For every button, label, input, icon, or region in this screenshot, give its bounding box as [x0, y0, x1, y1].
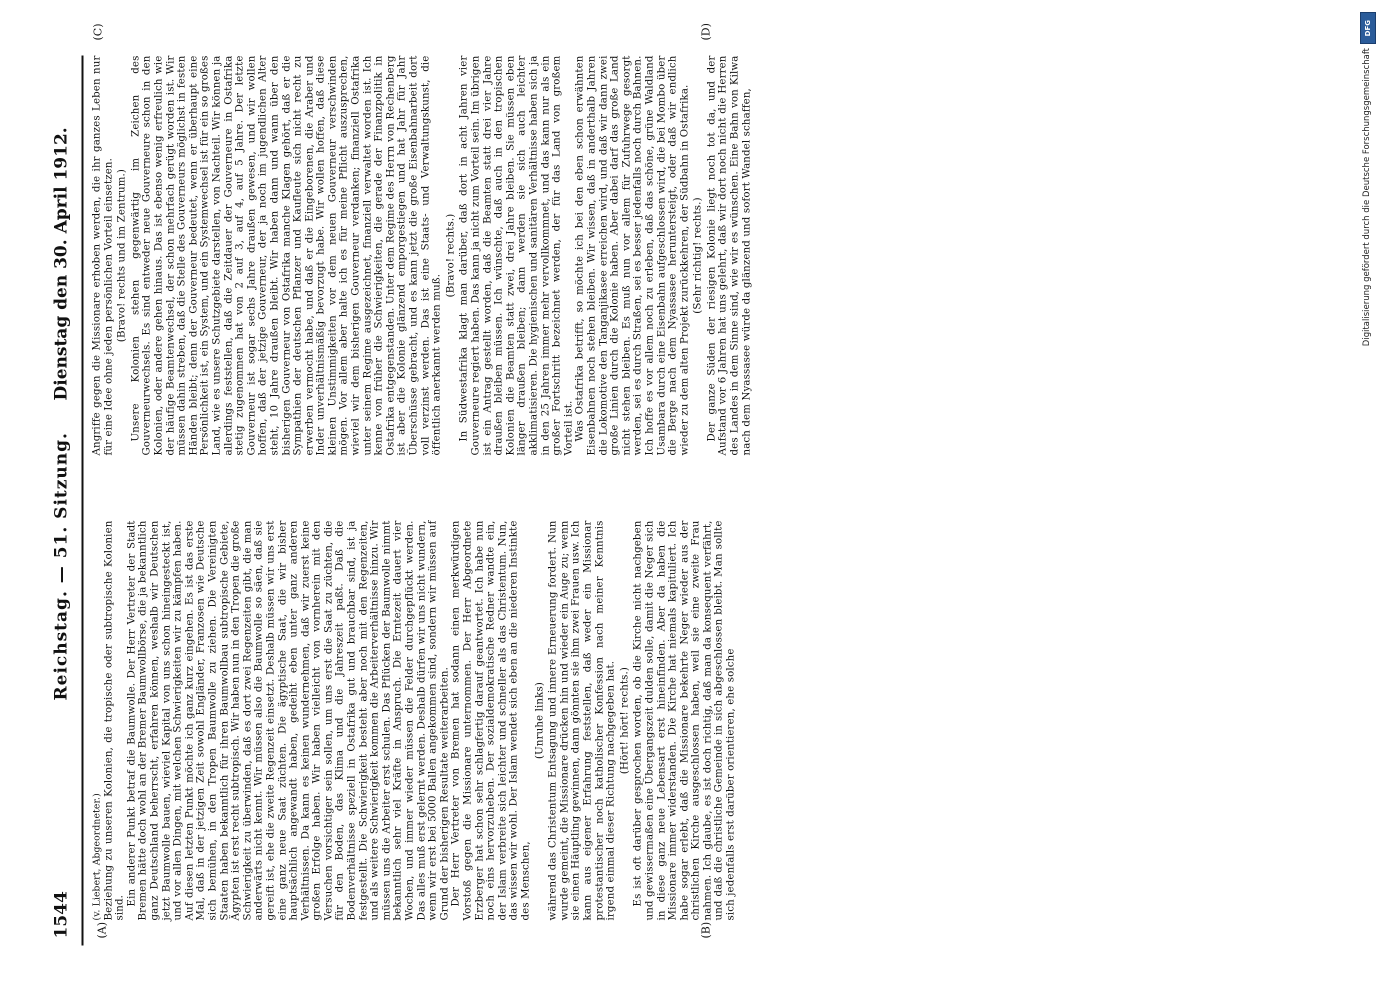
interjection: (Bravo! rechts und im Zentrum.): [116, 168, 128, 343]
left-column: [92, 521, 738, 921]
interjection: (Unruhe links): [534, 682, 546, 759]
paragraph: Angriffe gegen die Missionare erhoben werden, die ihr ganzes Leben nur für eine Idee ohne jeden persönlichen Vorteil einsetzen.: [91, 55, 115, 456]
margin-marker-d: (D): [699, 23, 713, 41]
speaker-label: (v. Liebert, Abgeordneter.): [91, 793, 103, 921]
paragraph: Was Ostafrika betrifft, so möchte ich bei den eben schon erwähnten Eisenbahnen noch stehen bleiben. Wir wissen, daß in anderthalb Jahren die Lokomotive den Tanganjikasee erreichen wird, und daß wir dann zwei große Linien durch die Kolonie haben. Aber dabei darf das große Land nicht stehen bleiben. Es muß nun vor allem für Zufuhrwege gesorgt werden, sei es durch Straßen, sei es besser jedenfalls noch durch Bahnen. Ich hoffe es vor allem noch zu erleben, daß das schöne, grüne Waldland Usambara durch eine Eisenbahn aufgeschlossen wird, die bei Mombo über die Berge nach dem Nyassasee heruntersteigt, oder daß wir endlich wieder zu dem alten Projekt zurückkehren, der Südbahn in Ostafrika.: [574, 55, 691, 456]
paragraph: Beziehung zu unseren Kolonien, die tropische oder subtropische Kolonien sind.: [103, 520, 126, 921]
date-header: Dienstag den 30. April 1912.: [51, 127, 72, 401]
paragraph: Der ganze Süden der riesigen Kolonie liegt noch tot da, und der Aufstand vor 6 Jahren hat uns gelehrt, daß wir dort noch nicht die Herren des Landes in dem Sinne sind, wie wir es wünschen. Eine Bahn von Kilwa nach dem Nyassasee würde da glänzend und sofort Wandel schaffen,: [706, 55, 753, 456]
interjection: (Bravo! rechts.): [445, 213, 457, 298]
margin-marker-b: (B): [699, 921, 713, 939]
paragraph: Unsere Kolonien stehen gegenwärtig im Zeichen des Gouverneurwechsels. Es sind entweder neue Gouverneure schon in den Kolonien, oder andere gehen hinaus. Das ist ebenso wenig erfreulich wie der häufige Beamtenwechsel, der schon mehrfach gerügt worden ist. Wir müssen dahin streben, daß die Stelle des Gouverneurs möglichst in festen Händen bleibt; denn der Gouverneur bedeutet, wenn er überhaupt eine Persönlichkeit ist, ein System, und ein Systemwechsel ist für ein so großes Land, wie es unsere Schutzgebiete darstellen, von Nachteil. Wir können ja allerdings feststellen, daß die Zeitdauer der Gouverneure in Ostafrika stetig zugenommen hat von 2 auf 3, auf 4, auf 5 Jahre. Der letzte Gouverneur ist sogar sechs Jahre draußen gewesen, und wir wollen hoffen, daß der jetzige Gouverneur, der ja noch im jugendlichen Alter steht, 10 Jahre draußen bleibt. Wir haben dann und wann über den bisherigen Gouverneur von Ostafrika manche Klagen gehört, daß er die Sympathien der deutschen Pflanzer und Kaufleute sich nicht recht zu erwerben vermocht habe, und daß er die Eingeborenen, die Araber und Inder unverhältnismäßig bevorzugt habe. Wir wollen hoffen, daß diese kleinen Unstimmigkeiten vor dem neuen Gouverneur verschwinden mögen. Vor allem aber halte ich es für meine Pflicht auszusprechen, wieviel wir dem bisherigen Gouverneur verdanken; finanziell Ostafrika unter seinem Regime ausgezeichnet, finanziell verwaltet worden ist. Ich kenne von früher die Schwierigkeiten, die gerade der Finanzpolitik in Ostafrika entgegenstanden. Unter dem Regime des Herrn von Rechenberg ist aber die Kolonie glänzend emporgestiegen und hat Jahr für Jahr Überschüsse gebracht, und es kann jetzt die große Eisenbahnarbeit dort voll verzinst werden. Das ist eine Staats- und Verwaltungskunst, die öffentlich anerkannt werden muß.: [130, 55, 443, 456]
dfg-logo-icon: [1360, 12, 1376, 44]
running-header: Reichstag. — 51. Sitzung.: [51, 432, 72, 701]
header-rule: [82, 56, 84, 946]
dfg-credit: [1360, 12, 1380, 712]
margin-marker-a: (A): [95, 921, 109, 939]
page-number: 1544: [51, 891, 72, 939]
paragraph: während das Christentum Entsagung und innere Erneuerung fordert. Nun wurde gemeint, die Missionare drücken hin und wieder ein Auge zu; wenn sie einen Häuptling gewinnen, dann gönnten sie ihm zwei Frauen usw. Ich kann aus eigener Erfahrung feststellen, daß weder ein Missionar protestantischer noch katholischer Konfession nach meiner Kenntnis irgend einmal dieser Richtung nachgegeben hat.: [547, 520, 617, 921]
paragraph: Der Herr Vertreter von Bremen hat sodann einen merkwürdigen Vorstoß gegen die Missionare unternommen. Der Herr Abgeordnete Erzberger hat schon sehr schlagfertig darauf geantwortet. Ich habe nun noch eins hervorzuheben. Der sozialdemokratische Redner wandte ein, der Islam verbreite sich leichter und schneller als das Christentum. Nun, das wissen wir wohl. Der Islam wendet sich eben an die niederen Instinkte des Menschen,: [450, 520, 532, 921]
paragraph: In Südwestafrika klagt man darüber, daß dort in acht Jahren vier Gouverneure regiert haben. Das kann ja nicht zum Vorteil sein. Im übrigen ist ein Antrag gestellt worden, daß die Beamten statt drei vier Jahre draußen bleiben müssen. Ich wünschte, daß auch in den tropischen Kolonien die Beamten statt zwei, drei Jahre bleiben. Sie müssen eben länger draußen bleiben; dann werden sie sich auch leichter akklimatisieren. Die hygienischen und sanitären Verhältnisse haben sich ja in den 25 Jahren immer mehr vervollkommnet, und das kann nur als ein großer Fortschritt bezeichnet werden, der für das Land von großem Vorteil ist.: [458, 55, 575, 456]
margin-marker-c: (C): [91, 23, 105, 41]
newspaper-page: [0, 1, 1383, 1001]
dfg-logo-text: DFG: [1364, 19, 1372, 37]
paragraph: Es ist oft darüber gesprochen worden, ob die Kirche nicht nachgeben und gewissermaßen eine Übergangszeit dulden solle, damit die Neger sich in diese ganz neue Lebensart erst hineinfinden. Aber da haben die Missionare immer widerstanden. Die Kirche hat niemals kapituliert. Ich habe sogar erlebt, daß die Missionare bekehrte Neger wieder aus der christlichen Kirche ausgeschlossen haben, weil sie eine zweite Frau nahmen. Ich glaube, es ist doch richtig, daß man da konsequent verfährt, und daß die christliche Gemeinde in sich abgeschlossen bleibt. Man sollte sich jedenfalls erst darüber orientieren, ehe solche: [632, 520, 737, 921]
interjection: (Hört! hört! rechts.): [619, 666, 631, 775]
right-column: [92, 56, 753, 456]
dfg-credit-text: Digitalisierung gefördert durch die Deutsche Forschungsgemeinschaft: [1362, 48, 1372, 347]
interjection: (Sehr richtig! rechts.): [692, 197, 704, 314]
paragraph: Ein anderer Punkt betraf die Baumwolle. Der Herr Vertreter der Stadt Bremen hätte doch wohl an der Bremer Baumwollbörse, die ja bekanntlich ganz Deutschland beherrscht, erfahren können, weshalb wir Deutschen jetzt Baumwolle bauen, wieviel Kapital von uns schon hineingesteckt ist, und vor allen Dingen, mit welchen Schwierigkeiten wir zu kämpfen haben. Auf diesen letzten Punkt möchte ich ganz kurz eingehen. Es ist das erste Mal, daß in der jetzigen Zeit sowohl Engländer, Franzosen wie Deutsche sich bemühen, in den Tropen Baumwolle zu ziehen. Die Vereinigten Staaten haben bekanntlich für ihren Baumwollbau subtropische Gebiete, Ägypten ist erst recht subtropisch. Wir haben nun in den Tropen die große Schwierigkeit zu überwinden, daß es dort zwei Regenzeiten gibt, die man anderwärts nicht kennt. Wir müssen also die Baumwolle so säen, daß sie gereift ist, ehe die zweite Regenzeit einsetzt. Deshalb müssen wir uns erst eine ganz neue Saat züchten. Die ägyptische Saat, die wir bisher hauptsächlich angewandt haben, gedeiht eben unter ganz anderen Verhältnissen. Da kann es keinen wundernehmen, daß wir zuerst keine großen Erfolge haben. Wir haben vielleicht von vornherein mit den Versuchen vorsichtiger sein sollen, um uns erst die Saat zu züchten, die für den Boden, das Klima und die Jahreszeit paßt. Daß die Bodenverhältnisse speziell in Ostafrika gut und brauchbar sind, ist ja festgestellt. Die Schwierigkeit besteht aber noch mit den Regenzeiten, und als weitere Schwierigkeit kommen die Arbeiterverhältnisse hinzu. Wir müssen uns die Arbeiter erst schulen. Das Pflücken der Baumwolle nimmt bekanntlich sehr viel Kräfte in Anspruch. Die Erntezeit dauert vier Wochen, und immer wieder müssen die Felder durchgepflückt werden. Das alles muß erst gelernt werden. Deshalb dürfen wir uns nicht wundern, wenn wir erst bei 5000 Ballen angekommen sind, sondern wir müssen auf Grund der bisherigen Resultate weiterarbeiten.: [126, 520, 451, 921]
